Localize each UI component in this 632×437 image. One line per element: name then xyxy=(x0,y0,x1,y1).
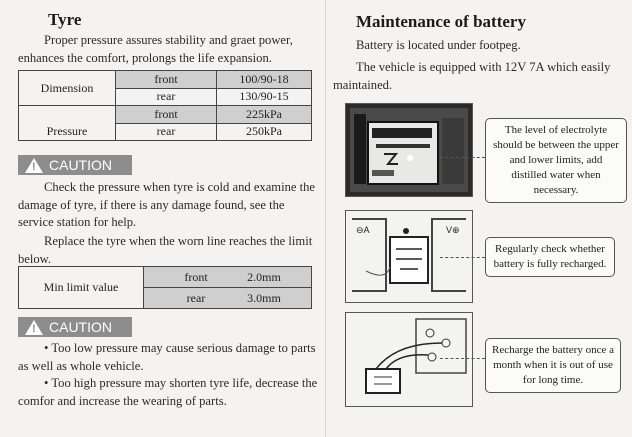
spec-value: 100/90-18 xyxy=(217,71,312,89)
battery-title: Maintenance of battery xyxy=(356,12,526,31)
limit-label: Min limit value xyxy=(19,267,144,309)
spec-table xyxy=(18,70,312,141)
tyre-title: Tyre xyxy=(48,10,82,29)
battery-photo-1 xyxy=(345,103,473,197)
page-gutter xyxy=(325,0,326,437)
spec-value: 250kPa xyxy=(217,123,312,141)
caution-label: CAUTION xyxy=(49,157,112,173)
leader-line xyxy=(440,157,485,158)
limit-table xyxy=(18,266,312,309)
caution2-bullet-2: • Too high pressure may shorten tyre life, decrease the comfor and increase the wearing of parts. xyxy=(18,376,318,408)
limit-row xyxy=(144,267,312,288)
spec-pos: front xyxy=(116,106,217,124)
spec-pos: rear xyxy=(116,88,217,106)
warning-triangle-icon: ! xyxy=(25,158,43,173)
battery-p1: Battery is located under footpeg. xyxy=(356,38,521,52)
callout-monthly: Recharge the battery once a month when it is out of use for long time. xyxy=(485,338,621,393)
spec-value: 130/90-15 xyxy=(217,88,312,106)
limit-pos: front xyxy=(184,269,208,284)
caution2-bullet-1: • Too low pressure may cause serious damage to parts as well as whole vehicle. xyxy=(18,341,316,373)
callout-electrolyte: The level of electrolyte should be between the upper and lower limits, add distilled water when necessary. xyxy=(485,118,627,203)
callout-recharged: Regularly check whether battery is fully recharged. xyxy=(485,237,615,277)
leader-line xyxy=(440,358,485,359)
battery-photo-3 xyxy=(345,312,473,407)
caution-badge-2 xyxy=(18,317,132,337)
caution1-text: Check the pressure when tyre is cold and examine the damage of tyre, if there is any damage found, see the service station for help. xyxy=(18,180,316,229)
caution1-text-2: Replace the tyre when the worn line reaches the limit below. xyxy=(18,234,313,266)
spec-pos: front xyxy=(116,71,217,89)
warning-triangle-icon: ! xyxy=(25,320,43,335)
battery-p2: The vehicle is equipped with 12V 7A which easily maintained. xyxy=(333,60,611,92)
spec-pos: rear xyxy=(116,123,217,141)
dimension-label: Dimension xyxy=(19,71,116,106)
caution-badge xyxy=(18,155,132,175)
limit-pos: rear xyxy=(186,290,206,305)
pressure-label: Pressure xyxy=(19,106,116,141)
limit-row xyxy=(144,288,312,309)
tyre-intro: Proper pressure assures stability and graet power, enhances the comfort, prolongs the life expansion. xyxy=(18,33,293,65)
svg-text:⊖A: ⊖A xyxy=(356,225,370,235)
caution-label: CAUTION xyxy=(49,319,112,335)
svg-text:V⊕: V⊕ xyxy=(446,225,460,235)
limit-value: 3.0mm xyxy=(247,290,281,305)
limit-value: 2.0mm xyxy=(247,269,281,284)
spec-value: 225kPa xyxy=(217,106,312,124)
leader-line xyxy=(440,257,485,258)
